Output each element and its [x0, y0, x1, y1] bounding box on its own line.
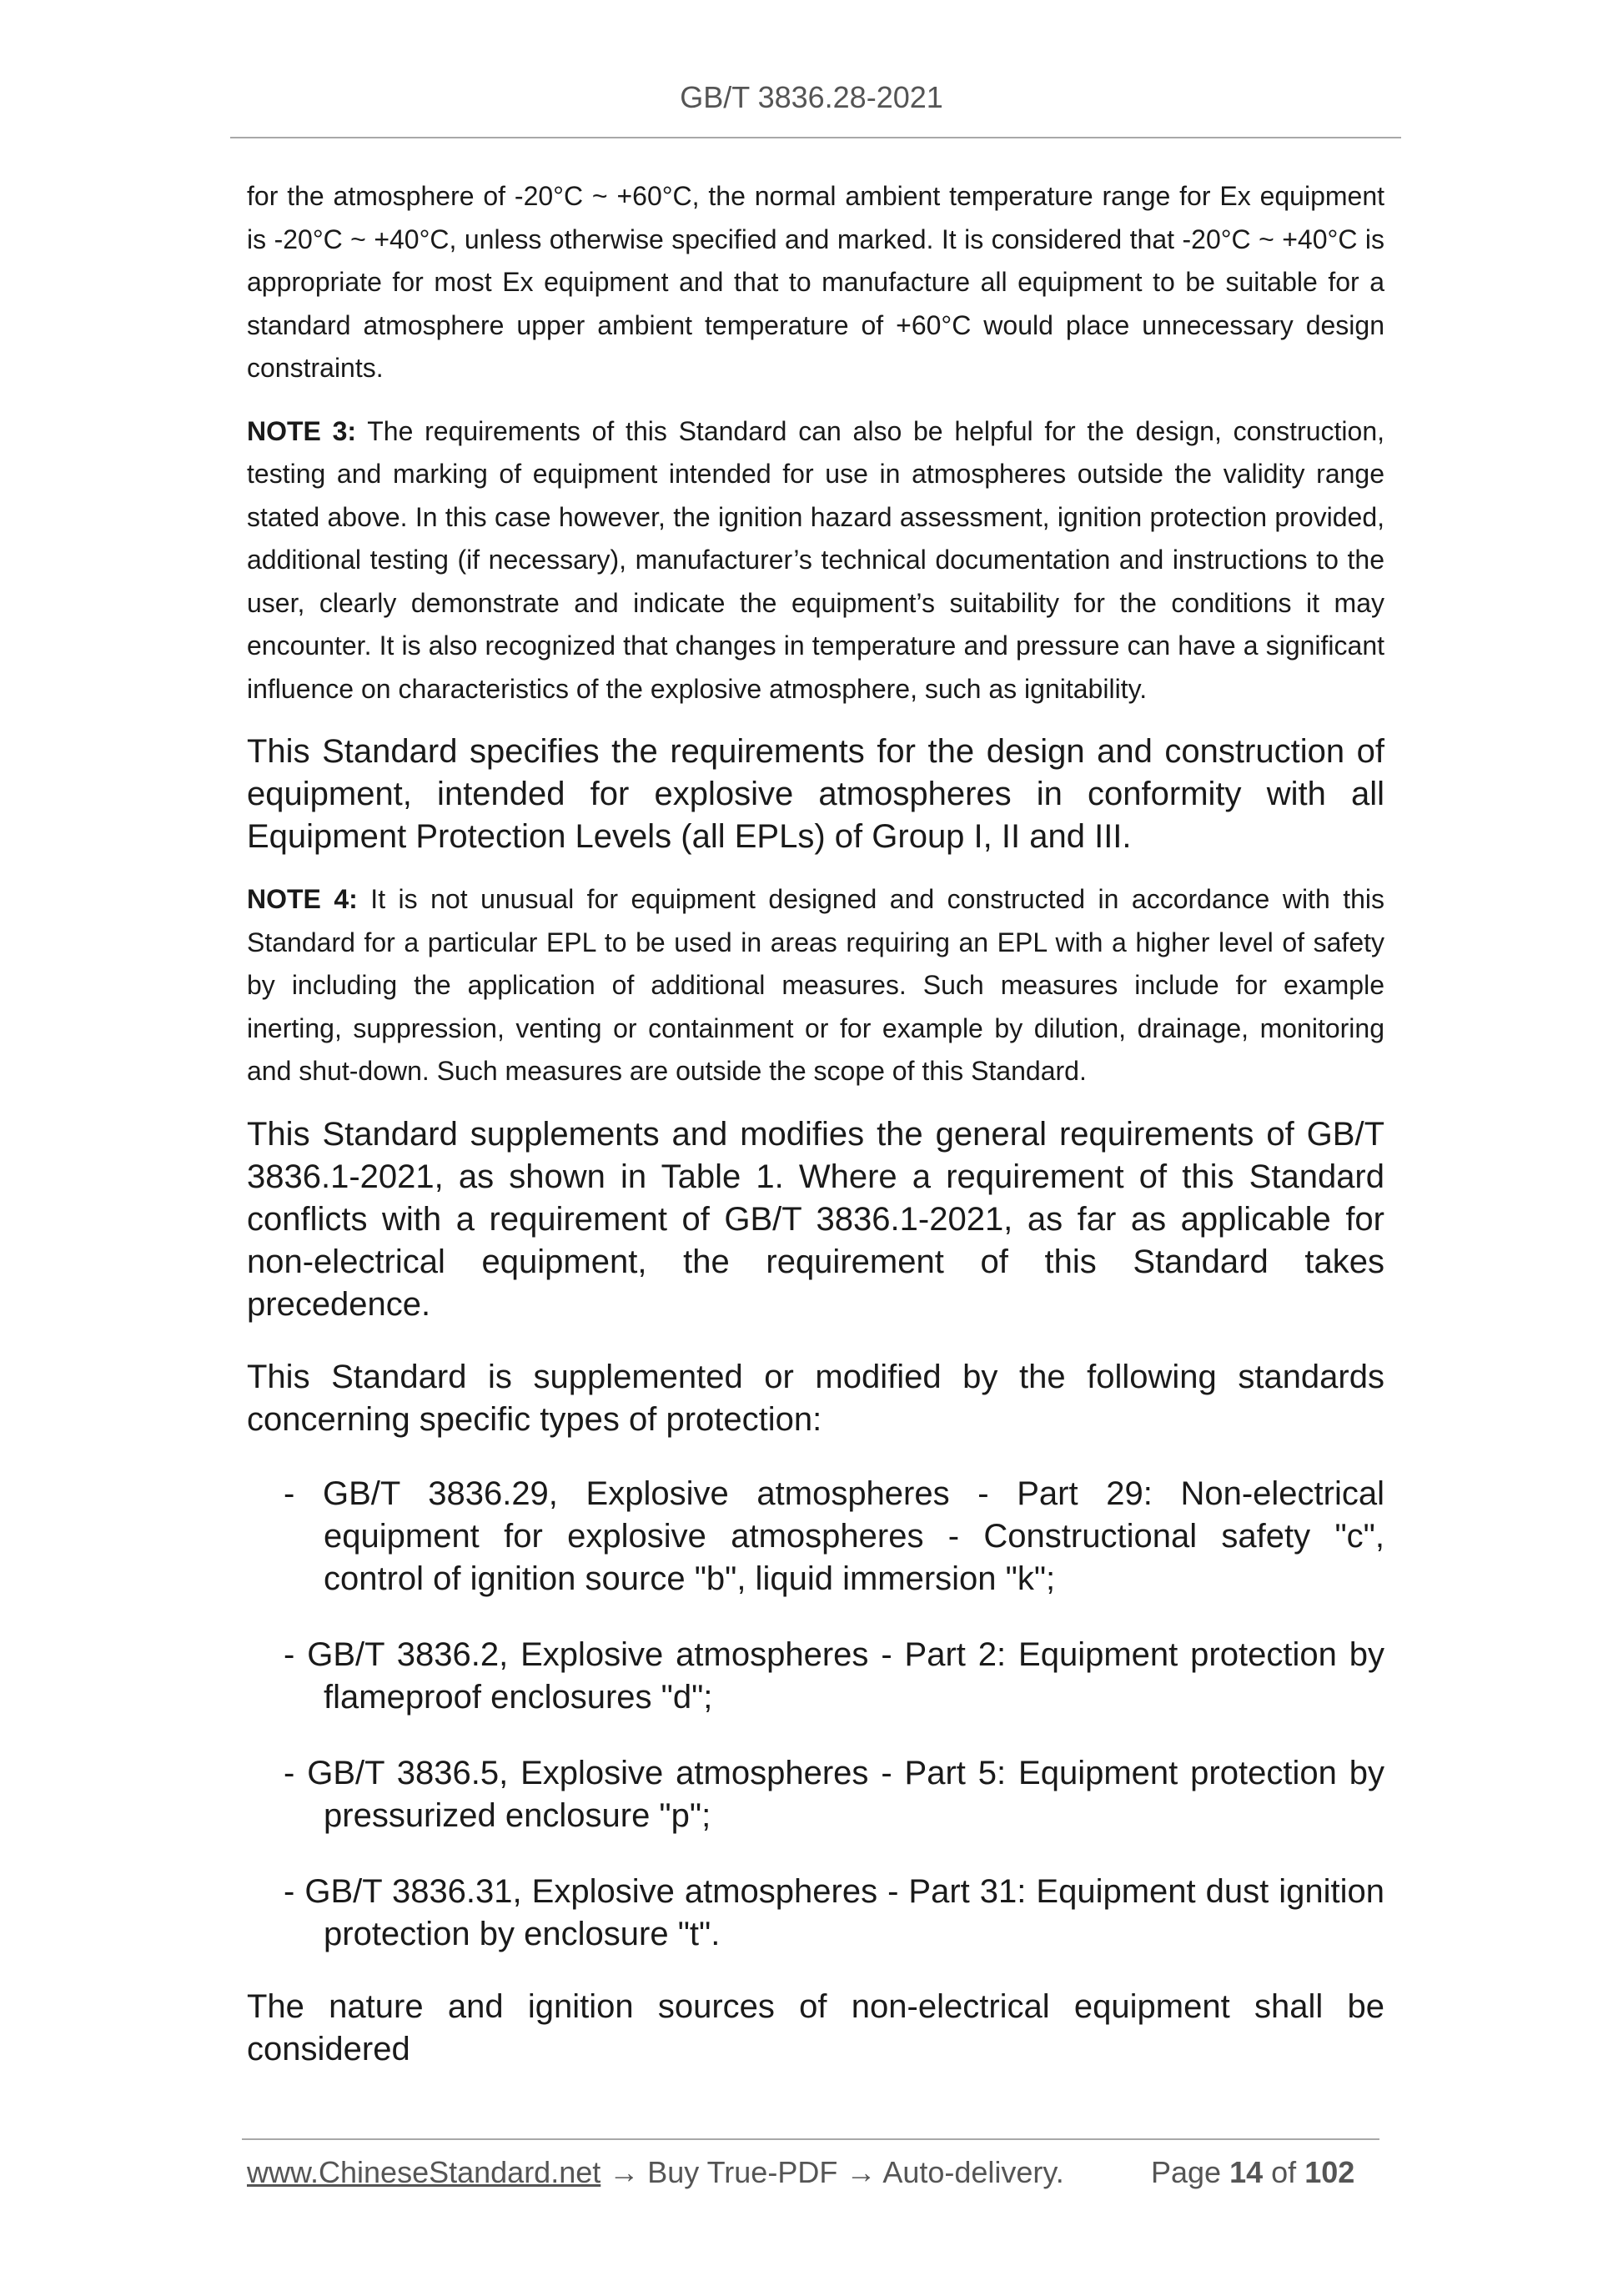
website-link[interactable]: www.ChineseStandard.net [247, 2155, 601, 2189]
page-header: GB/T 3836.28-2021 [680, 80, 943, 114]
document-body [247, 175, 1384, 2071]
paragraph-temperature: for the atmosphere of -20°C ~ +60°C, the normal ambient temperature range for Ex equipment is -20°C ~ +40°C, unless otherwise specified and marked. It is considered that -20°C ~ +40°C is appropriate for most Ex equipment and that to manufacture all equipment to be suitable for a standard atmosphere upper ambient temperature of +60°C would place unnecessary design constraints. [247, 181, 1384, 383]
footer-divider [242, 2138, 1379, 2140]
note-4-label: NOTE 4: [247, 884, 358, 914]
list-item: - GB/T 3836.29, Explosive atmospheres - Part 29: Non-electrical equipment for explosive atmospheres - Constructional safety "c", control of ignition source "b", liquid immersion "k"; [284, 1475, 1384, 1597]
footer-tagline: → Buy True-PDF → Auto-delivery. [600, 2155, 1064, 2189]
note-3-text: The requirements of this Standard can also be helpful for the design, construction, testing and marking of equipment intended for use in atmospheres outside the validity range stated above. In this case however, the ignition hazard assessment, ignition protection provided, additional testing (if necessary), manufacturer’s technical documentation and instructions to the user, clearly demonstrate and indicate the equipment’s suitability for the conditions it may encounter. It is also recognized that changes in temperature and pressure can have a significant influence on characteristics of the explosive atmosphere, such as ignitability. [247, 415, 1385, 704]
current-page: 14 [1229, 2155, 1264, 2189]
list-item: - GB/T 3836.2, Explosive atmospheres - Part 2: Equipment protection by flameproof enclosures "d"; [284, 1635, 1384, 1716]
note-4-text: It is not unusual for equipment designed and constructed in accordance with this Standard for a particular EPL to be used in areas requiring an EPL with a higher level of safety by including the application of additional measures. Such measures include for example inerting, suppression, venting or containment or for example by dilution, drainage, monitoring and shut-down. Such measures are outside the scope of this Standard. [247, 884, 1385, 1086]
note-4 [247, 878, 1384, 1093]
note-3-label: NOTE 3: [247, 415, 357, 446]
list-item: - GB/T 3836.5, Explosive atmospheres - Part 5: Equipment protection by pressurized enclosure "p"; [284, 1754, 1384, 1834]
list-item: - GB/T 3836.31, Explosive atmospheres - Part 31: Equipment dust ignition protection by enclosure "t". [284, 1872, 1384, 1952]
of-word: of [1271, 2155, 1297, 2189]
note-3 [247, 410, 1384, 711]
page-number [1151, 2155, 1354, 2190]
paragraph-supplements: This Standard supplements and modifies the general requirements of GB/T 3836.1-2021, as shown in Table 1. Where a requirement of this Standard conflicts with a requirement of GB/T 3836.1-2021, as far as applicable for non-electrical equipment, the requirement of this Standard takes precedence. [247, 1115, 1384, 1323]
header-divider [230, 137, 1401, 138]
footer-promo [247, 2155, 1064, 2190]
total-pages: 102 [1304, 2155, 1355, 2189]
paragraph-scope: This Standard specifies the requirements for the design and construction of equipment, intended for explosive atmospheres in conformity with all Equipment Protection Levels (all EPLs) of Group I, II and III. [247, 733, 1384, 855]
page-word: Page [1151, 2155, 1222, 2189]
paragraph-supplemented-by: This Standard is supplemented or modified by the following standards concerning specific types of protection: [247, 1358, 1384, 1438]
paragraph-nature: The nature and ignition sources of non-electrical equipment shall be considered [247, 1987, 1384, 2067]
